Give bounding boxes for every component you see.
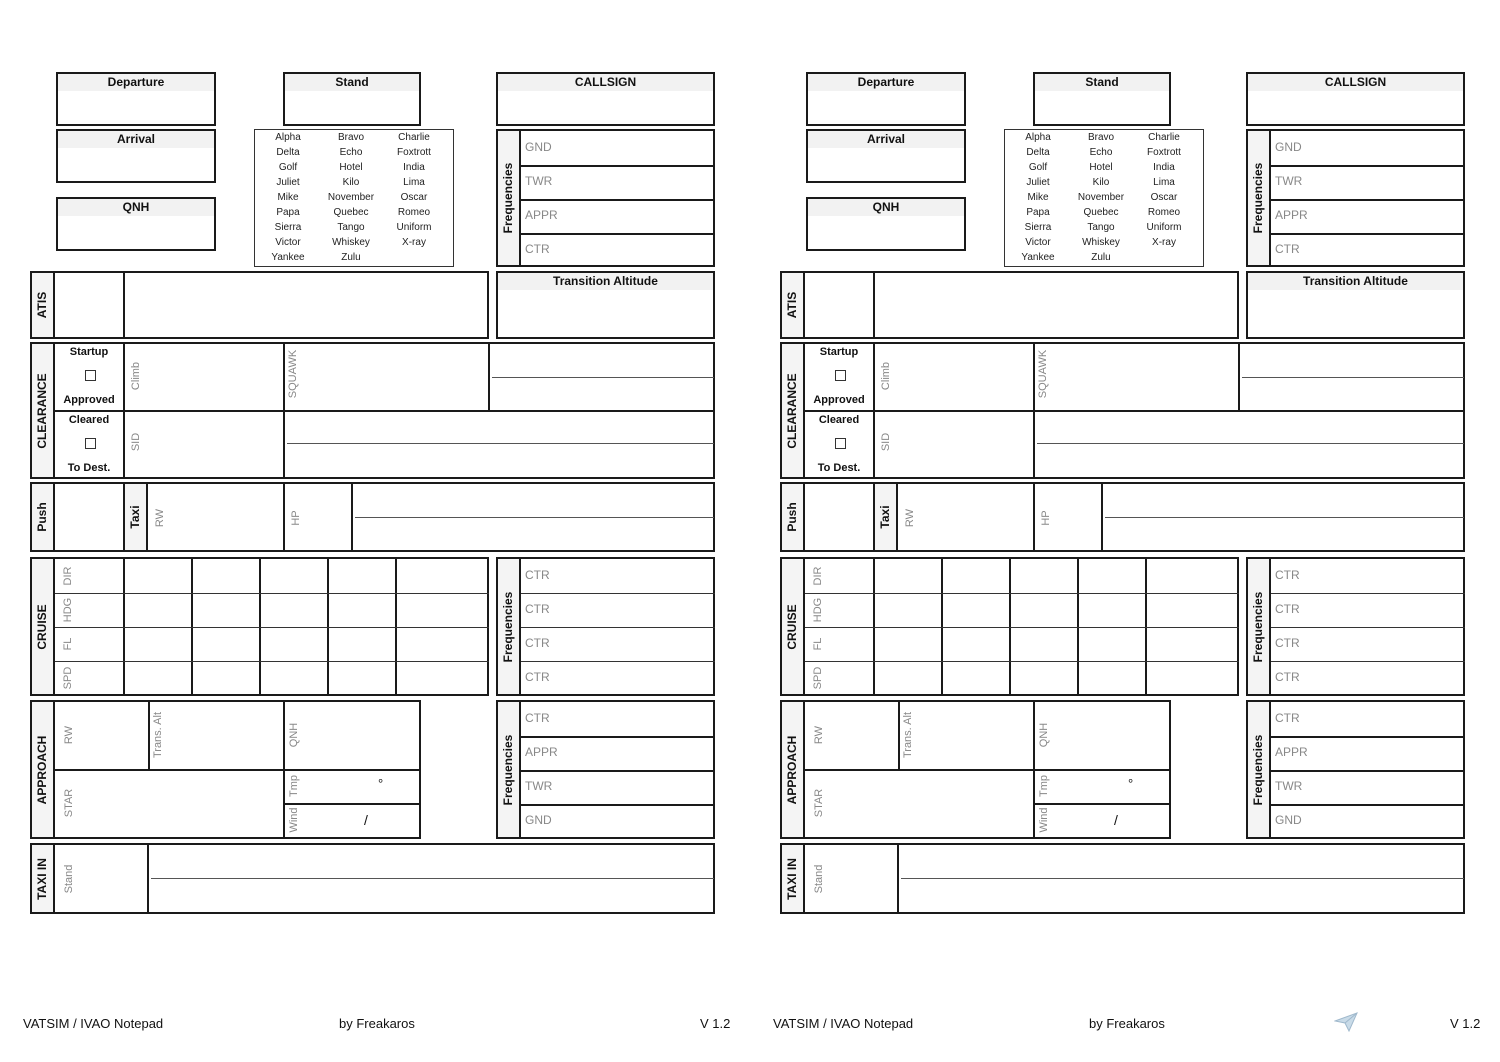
divider: [55, 661, 489, 662]
phonetic-word: Lima: [1153, 177, 1175, 188]
phonetic-alphabet-table: [1004, 129, 1204, 267]
cruise-label: CRUISE: [785, 603, 799, 650]
ctr-freq-label: CTR: [1275, 602, 1300, 616]
temperature-label: Tmp: [1038, 775, 1050, 797]
approach-runway-label: RW: [63, 725, 75, 745]
spd-label: SPD: [812, 666, 824, 690]
frequencies-label: Frequencies: [1251, 591, 1265, 662]
cruise-label: CRUISE: [35, 603, 49, 650]
taxi-in-label-band: [782, 845, 805, 912]
atis-label-band: [782, 273, 805, 337]
divider: [283, 344, 285, 477]
wind-label: Wind: [288, 807, 300, 833]
transition-altitude-field[interactable]: [496, 271, 715, 339]
phonetic-alphabet-table: [254, 129, 454, 267]
phonetic-word: Delta: [276, 147, 300, 158]
arrival-field[interactable]: [806, 129, 966, 183]
divider: [521, 165, 715, 167]
holding-point-label: HP: [290, 510, 302, 526]
divider: [805, 410, 1465, 412]
footer-title: VATSIM / IVAO Notepad: [773, 1016, 914, 1031]
qnh-field[interactable]: [806, 197, 966, 251]
push-label: Push: [35, 502, 49, 532]
divider: [123, 273, 125, 337]
frequencies-arrival: [1246, 700, 1465, 839]
divider: [805, 661, 1239, 662]
arrival-field[interactable]: [56, 129, 216, 183]
phonetic-word: Whiskey: [1082, 237, 1120, 248]
push-taxi-section: [780, 482, 1465, 552]
fl-label: FL: [812, 637, 824, 651]
divider: [55, 769, 421, 771]
phonetic-word: Yankee: [271, 252, 305, 263]
fl-label: FL: [62, 637, 74, 651]
ctr-freq-label: CTR: [525, 242, 550, 256]
frequencies-label: Frequencies: [501, 162, 515, 234]
clearance-label-band: [32, 344, 55, 477]
clearance-label: CLEARANCE: [35, 372, 49, 449]
phonetic-word: Papa: [1026, 207, 1050, 218]
ctr-freq-label: CTR: [525, 568, 550, 582]
taxi-in-label: TAXI IN: [35, 857, 49, 900]
frequencies-label: Frequencies: [1251, 162, 1265, 234]
divider: [873, 273, 875, 337]
qnh-label: QNH: [808, 199, 964, 216]
writing-line: [901, 878, 1464, 879]
climb-label: Climb: [880, 361, 892, 391]
writing-line: [1242, 377, 1464, 378]
arrival-label: Arrival: [808, 131, 964, 148]
divider: [55, 627, 489, 628]
phonetic-word: Mike: [1027, 192, 1049, 203]
runway-label: RW: [154, 508, 166, 528]
phonetic-word: Whiskey: [332, 237, 370, 248]
callsign-field[interactable]: [1246, 72, 1465, 126]
frequencies-label-band: [1248, 559, 1271, 694]
phonetic-word: Kilo: [1092, 177, 1110, 188]
divider: [805, 627, 1239, 628]
ctr-freq-label: CTR: [1275, 568, 1300, 582]
squawk-label: SQUAWK: [287, 349, 299, 399]
phonetic-word: Echo: [1089, 147, 1113, 158]
divider: [897, 845, 899, 912]
divider: [283, 484, 285, 550]
dir-label: DIR: [62, 566, 74, 586]
approach-qnh-label: QNH: [288, 722, 300, 748]
phonetic-word: Golf: [278, 162, 298, 173]
phonetic-word: India: [403, 162, 425, 173]
writing-line: [1105, 517, 1464, 518]
divider: [1033, 702, 1035, 837]
phonetic-word: Tango: [337, 222, 365, 233]
stand-field[interactable]: [283, 72, 421, 126]
to-dest-label: To Dest.: [67, 462, 111, 474]
writing-line: [492, 377, 714, 378]
cleared-checkbox[interactable]: [85, 438, 96, 449]
phonetic-word: Tango: [1087, 222, 1115, 233]
approved-label: Approved: [63, 394, 115, 406]
frequencies-cruise: [1246, 557, 1465, 696]
frequencies-label: Frequencies: [1251, 734, 1265, 805]
phonetic-word: Hotel: [339, 162, 363, 173]
divider: [1033, 484, 1035, 550]
startup-label: Startup: [69, 346, 109, 358]
cruise-label-band: [782, 559, 805, 694]
phonetic-word: Victor: [275, 237, 301, 248]
phonetic-word: Lima: [403, 177, 425, 188]
startup-checkbox[interactable]: [85, 370, 96, 381]
dir-label: DIR: [812, 566, 824, 586]
divider: [1271, 770, 1465, 772]
phonetic-word: November: [327, 192, 375, 203]
gnd-freq-label: GND: [525, 140, 552, 154]
approach-section: [780, 700, 1171, 839]
phonetic-word: Kilo: [342, 177, 360, 188]
phonetic-word: Bravo: [337, 132, 365, 143]
phonetic-word: Juliet: [276, 177, 300, 188]
divider: [521, 804, 715, 806]
taxi-in-section: [30, 843, 715, 914]
atis-label: ATIS: [785, 291, 799, 319]
phonetic-word: Juliet: [1026, 177, 1050, 188]
divider: [1271, 627, 1465, 628]
transition-altitude-label: Transition Altitude: [1248, 273, 1463, 290]
appr-freq-label: APPR: [525, 745, 558, 759]
divider: [521, 593, 715, 594]
cleared-label: Cleared: [818, 414, 860, 426]
transition-altitude-field[interactable]: [1246, 271, 1465, 339]
wind-slash: /: [1114, 812, 1118, 828]
divider: [1271, 165, 1465, 167]
twr-freq-label: TWR: [1275, 174, 1303, 188]
startup-checkbox[interactable]: [835, 370, 846, 381]
star-label: STAR: [63, 788, 75, 818]
to-dest-label: To Dest.: [817, 462, 861, 474]
phonetic-word: Quebec: [1083, 207, 1119, 218]
frequencies-label-band: [498, 702, 521, 837]
cruise-label-band: [32, 559, 55, 694]
approach-runway-label: RW: [813, 725, 825, 745]
divider: [1271, 804, 1465, 806]
clearance-label: CLEARANCE: [785, 372, 799, 449]
approach-section: [30, 700, 421, 839]
phonetic-word: Zulu: [341, 252, 361, 263]
frequencies-cruise: [496, 557, 715, 696]
writing-line: [1037, 443, 1464, 444]
writing-line: [287, 443, 714, 444]
divider: [521, 627, 715, 628]
phonetic-word: X-ray: [402, 237, 426, 248]
phonetic-word: Alpha: [1025, 132, 1051, 143]
hdg-label: HDG: [812, 597, 824, 623]
phonetic-word: Victor: [1025, 237, 1051, 248]
phonetic-word: Sierra: [1024, 222, 1052, 233]
wind-label: Wind: [1038, 807, 1050, 833]
divider: [1271, 593, 1465, 594]
star-label: STAR: [813, 788, 825, 818]
taxi-in-label: TAXI IN: [785, 857, 799, 900]
approach-label: APPROACH: [35, 735, 49, 804]
divider: [488, 344, 490, 412]
frequencies-label-band: [498, 559, 521, 694]
ctr-freq-label: CTR: [1275, 242, 1300, 256]
divider: [1271, 661, 1465, 662]
push-label-band: [32, 484, 55, 550]
divider: [1101, 484, 1103, 550]
phonetic-word: Mike: [277, 192, 299, 203]
clearance-section: [780, 342, 1465, 479]
twr-freq-label: TWR: [1275, 779, 1303, 793]
phonetic-word: X-ray: [1152, 237, 1176, 248]
phonetic-word: Golf: [1028, 162, 1048, 173]
divider: [521, 770, 715, 772]
cruise-section: [30, 557, 489, 696]
departure-label: Departure: [808, 74, 964, 91]
taxi-label: Taxi: [878, 505, 892, 529]
twr-freq-label: TWR: [525, 779, 553, 793]
trans-alt-label: Trans. Alt: [902, 711, 914, 759]
send-icon[interactable]: [1334, 1012, 1358, 1032]
phonetic-word: Zulu: [1091, 252, 1111, 263]
arrival-label: Arrival: [58, 131, 214, 148]
phonetic-word: Uniform: [1146, 222, 1182, 233]
ctr-freq-label: CTR: [525, 636, 550, 650]
approach-label-band: [782, 702, 805, 837]
qnh-field[interactable]: [56, 197, 216, 251]
atis-label-band: [32, 273, 55, 337]
appr-freq-label: APPR: [525, 208, 558, 222]
notepad-sheet-right: [750, 0, 1500, 1062]
divider: [521, 199, 715, 201]
footer-author: by Freakaros: [1089, 1016, 1165, 1031]
runway-label: RW: [904, 508, 916, 528]
divider: [55, 593, 489, 594]
trans-alt-label: Trans. Alt: [152, 711, 164, 759]
divider: [283, 803, 421, 805]
phonetic-word: Charlie: [398, 132, 430, 143]
phonetic-word: Oscar: [400, 192, 428, 203]
frequencies-label: Frequencies: [501, 734, 515, 805]
divider: [1033, 803, 1171, 805]
callsign-field[interactable]: [496, 72, 715, 126]
phonetic-word: Romeo: [1147, 207, 1181, 218]
divider: [805, 769, 1171, 771]
divider: [898, 702, 900, 769]
phonetic-word: Romeo: [397, 207, 431, 218]
footer-title: VATSIM / IVAO Notepad: [23, 1016, 164, 1031]
transition-altitude-label: Transition Altitude: [498, 273, 713, 290]
degree-symbol: °: [378, 776, 384, 791]
divider: [351, 484, 353, 550]
push-label: Push: [785, 502, 799, 532]
phonetic-word: Papa: [276, 207, 300, 218]
gnd-freq-label: GND: [525, 813, 552, 827]
arrival-stand-label: Stand: [63, 864, 75, 894]
atis-label: ATIS: [35, 291, 49, 319]
cleared-checkbox[interactable]: [835, 438, 846, 449]
phonetic-word: India: [1153, 162, 1175, 173]
callsign-label: CALLSIGN: [498, 74, 713, 91]
phonetic-word: Uniform: [396, 222, 432, 233]
frequencies-departure: [1246, 129, 1465, 267]
divider: [147, 845, 149, 912]
temperature-label: Tmp: [288, 775, 300, 797]
cleared-label: Cleared: [68, 414, 110, 426]
divider: [521, 736, 715, 738]
taxi-in-section: [780, 843, 1465, 914]
phonetic-word: Delta: [1026, 147, 1050, 158]
phonetic-word: Echo: [339, 147, 363, 158]
sid-label: SID: [130, 432, 142, 452]
divider: [1271, 736, 1465, 738]
divider: [1271, 233, 1465, 235]
phonetic-word: Charlie: [1148, 132, 1180, 143]
phonetic-word: November: [1077, 192, 1125, 203]
qnh-label: QNH: [58, 199, 214, 216]
arrival-stand-label: Stand: [813, 864, 825, 894]
phonetic-word: Bravo: [1087, 132, 1115, 143]
clearance-section: [30, 342, 715, 479]
hdg-label: HDG: [62, 597, 74, 623]
taxi-band: [125, 484, 148, 550]
frequencies-label-band: [1248, 702, 1271, 837]
divider: [283, 702, 285, 837]
atis-field[interactable]: [30, 271, 489, 339]
stand-label: Stand: [1035, 74, 1169, 91]
ctr-freq-label: CTR: [525, 670, 550, 684]
stand-field[interactable]: [1033, 72, 1171, 126]
footer-version: V 1.2: [700, 1016, 731, 1031]
phonetic-word: Sierra: [274, 222, 302, 233]
push-taxi-section: [30, 482, 715, 552]
divider: [805, 593, 1239, 594]
taxi-in-label-band: [32, 845, 55, 912]
ctr-freq-label: CTR: [1275, 711, 1300, 725]
spd-label: SPD: [62, 666, 74, 690]
approach-label: APPROACH: [785, 735, 799, 804]
gnd-freq-label: GND: [1275, 813, 1302, 827]
divider: [55, 410, 715, 412]
sid-label: SID: [880, 432, 892, 452]
divider: [1271, 199, 1465, 201]
divider: [521, 233, 715, 235]
ctr-freq-label: CTR: [1275, 670, 1300, 684]
approved-label: Approved: [813, 394, 865, 406]
frequencies-label-band: [498, 131, 521, 265]
taxi-band: [875, 484, 898, 550]
wind-slash: /: [364, 812, 368, 828]
holding-point-label: HP: [1040, 510, 1052, 526]
gnd-freq-label: GND: [1275, 140, 1302, 154]
divider: [1238, 344, 1240, 412]
divider: [148, 702, 150, 769]
taxi-label: Taxi: [128, 505, 142, 529]
ctr-freq-label: CTR: [1275, 636, 1300, 650]
phonetic-word: Foxtrott: [397, 147, 431, 158]
startup-label: Startup: [819, 346, 859, 358]
phonetic-word: Yankee: [1021, 252, 1055, 263]
appr-freq-label: APPR: [1275, 208, 1308, 222]
frequencies-arrival: [496, 700, 715, 839]
footer-author: by Freakaros: [339, 1016, 415, 1031]
ctr-freq-label: CTR: [525, 711, 550, 725]
departure-field[interactable]: [56, 72, 216, 126]
frequencies-label-band: [1248, 131, 1271, 265]
writing-line: [151, 878, 714, 879]
twr-freq-label: TWR: [525, 174, 553, 188]
footer-version: V 1.2: [1450, 1016, 1481, 1031]
phonetic-word: Foxtrott: [1147, 147, 1181, 158]
cruise-section: [780, 557, 1239, 696]
ctr-freq-label: CTR: [525, 602, 550, 616]
atis-field[interactable]: [780, 271, 1239, 339]
divider: [1033, 344, 1035, 477]
stand-label: Stand: [285, 74, 419, 91]
appr-freq-label: APPR: [1275, 745, 1308, 759]
departure-field[interactable]: [806, 72, 966, 126]
clearance-label-band: [782, 344, 805, 477]
approach-qnh-label: QNH: [1038, 722, 1050, 748]
callsign-label: CALLSIGN: [1248, 74, 1463, 91]
writing-line: [355, 517, 714, 518]
push-label-band: [782, 484, 805, 550]
frequencies-departure: [496, 129, 715, 267]
climb-label: Climb: [130, 361, 142, 391]
phonetic-word: Quebec: [333, 207, 369, 218]
divider: [521, 661, 715, 662]
phonetic-word: Alpha: [275, 132, 301, 143]
frequencies-label: Frequencies: [501, 591, 515, 662]
departure-label: Departure: [58, 74, 214, 91]
squawk-label: SQUAWK: [1037, 349, 1049, 399]
phonetic-word: Hotel: [1089, 162, 1113, 173]
degree-symbol: °: [1128, 776, 1134, 791]
approach-label-band: [32, 702, 55, 837]
phonetic-word: Oscar: [1150, 192, 1178, 203]
